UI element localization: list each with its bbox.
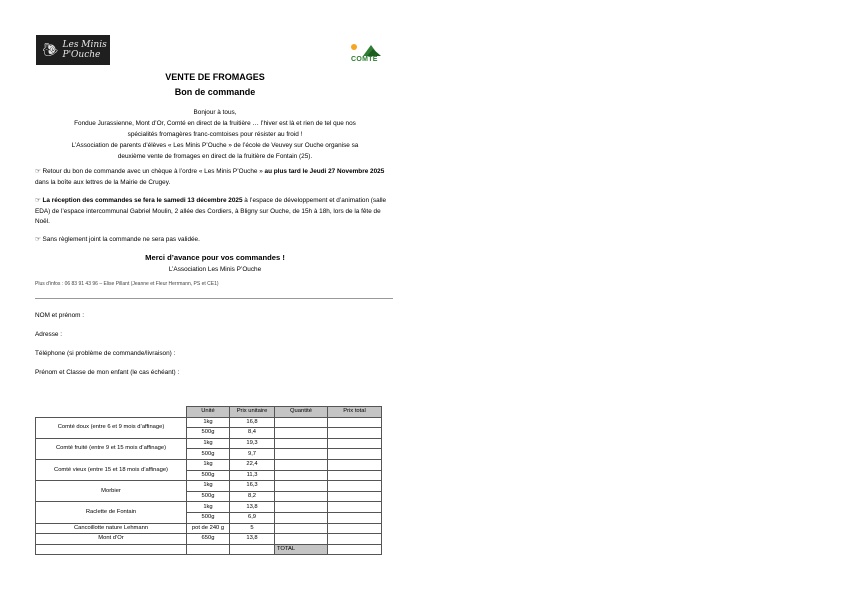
snail-logo-icon: 🐌︎ — [42, 42, 59, 58]
column-header-unit-price: Prix unitaire — [230, 407, 275, 418]
contact-info: Plus d'infos : 06 83 91 43 96 – Elise Pillant (Jeanne et Fleur Herrmann, PS et CE1) — [35, 281, 219, 287]
product-name: Raclette de Fontain — [36, 502, 187, 523]
total-cell[interactable] — [328, 512, 382, 523]
quantity-cell[interactable] — [275, 491, 328, 502]
unit-cell: 1kg — [187, 459, 230, 470]
unit-cell: 1kg — [187, 438, 230, 449]
reception-place: à l’espace de développement et d’animation (salle EDA) de l’espace intercommunal Gabriel Moulin, 2 allée des Cordiers, à Bligny sur Ouche, de 15h à 18h, lors de la fête de Noël. — [35, 197, 387, 225]
unit-cell: 650g — [187, 534, 230, 545]
product-name: Mont d’Or — [36, 534, 187, 545]
unit-cell: 500g — [187, 512, 230, 523]
payment-notice — [35, 235, 395, 246]
quantity-cell[interactable] — [275, 512, 328, 523]
table-row — [36, 417, 382, 428]
separator-line — [35, 298, 393, 299]
price-cell: 13,8 — [230, 502, 275, 513]
table-header-blank — [36, 407, 187, 418]
product-name: Cancoillotte nature Lehmann — [36, 523, 187, 534]
intro-line: Fondue Jurassienne, Mont d’Or, Comté en direct de la fruitière … l’hiver est là et rien de tel que nos — [74, 120, 356, 127]
total-cell[interactable] — [328, 481, 382, 492]
price-cell: 9,7 — [230, 449, 275, 460]
unit-cell: pot de 240 g — [187, 523, 230, 534]
price-cell: 5 — [230, 523, 275, 534]
unit-cell: 500g — [187, 449, 230, 460]
address-field-label: Adresse : — [35, 331, 62, 338]
pointing-hand-icon: ☞ — [35, 197, 41, 204]
quantity-cell[interactable] — [275, 459, 328, 470]
reception-date: La réception des commandes se fera le samedi 13 décembre 2025 — [42, 197, 243, 204]
unit-cell: 500g — [187, 428, 230, 439]
pointing-hand-icon: ☞ — [35, 236, 41, 243]
price-cell: 16,3 — [230, 481, 275, 492]
comte-logo — [349, 42, 383, 66]
unit-cell: 1kg — [187, 502, 230, 513]
quantity-cell[interactable] — [275, 417, 328, 428]
column-header-quantity: Quantité — [275, 407, 328, 418]
total-cell[interactable] — [328, 449, 382, 460]
product-name: Comté fruité (entre 9 et 15 mois d’affinage) — [36, 438, 187, 459]
quantity-cell[interactable] — [275, 470, 328, 481]
total-cell[interactable] — [328, 417, 382, 428]
empty-cell — [36, 544, 187, 555]
quantity-cell[interactable] — [275, 449, 328, 460]
price-cell: 8,2 — [230, 491, 275, 502]
order-table — [35, 406, 382, 555]
grand-total-cell[interactable] — [328, 544, 382, 555]
total-cell[interactable] — [328, 428, 382, 439]
association-signature: L’Association Les Minis P’Ouche — [168, 266, 262, 273]
table-header-row — [36, 407, 382, 418]
return-notice-text: Retour du bon de commande avec un chèque à l’ordre « Les Minis P’Ouche » — [42, 168, 265, 175]
price-cell: 11,3 — [230, 470, 275, 481]
return-notice-place: dans la boîte aux lettres de la Mairie de Crugey. — [35, 178, 171, 186]
total-cell[interactable] — [328, 502, 382, 513]
reception-notice — [35, 196, 395, 228]
association-logo — [36, 35, 110, 65]
unit-cell: 500g — [187, 470, 230, 481]
quantity-cell[interactable] — [275, 502, 328, 513]
total-cell[interactable] — [328, 523, 382, 534]
quantity-cell[interactable] — [275, 534, 328, 545]
product-name: Comté doux (entre 6 et 9 mois d’affinage) — [36, 417, 187, 438]
quantity-cell[interactable] — [275, 481, 328, 492]
table-row — [36, 481, 382, 492]
table-row — [36, 502, 382, 513]
price-cell: 8,4 — [230, 428, 275, 439]
table-row — [36, 523, 382, 534]
unit-cell: 1kg — [187, 481, 230, 492]
table-row — [36, 459, 382, 470]
table-row — [36, 534, 382, 545]
intro-line: L’Association de parents d’élèves « Les Minis P’Ouche » de l’école de Veuvey sur Ouche organise sa — [71, 142, 359, 149]
page-subtitle: Bon de commande — [174, 87, 256, 97]
comte-logo-text: COMTÉ — [351, 56, 378, 63]
intro-line: deuxième vente de fromages en direct de la fruitière de Fontain (25). — [117, 153, 313, 160]
quantity-cell[interactable] — [275, 428, 328, 439]
total-label: TOTAL — [275, 544, 328, 555]
thanks-text: Merci d’avance pour vos commandes ! — [145, 253, 285, 262]
table-row — [36, 438, 382, 449]
total-cell[interactable] — [328, 470, 382, 481]
association-logo-text: Les Minis P'Ouche — [62, 40, 107, 60]
total-row — [36, 544, 382, 555]
total-cell[interactable] — [328, 491, 382, 502]
page-title: VENTE DE FROMAGES — [165, 72, 265, 82]
price-cell: 13,8 — [230, 534, 275, 545]
price-cell: 6,9 — [230, 512, 275, 523]
total-cell[interactable] — [328, 438, 382, 449]
return-notice — [35, 167, 395, 188]
return-deadline: au plus tard le Jeudi 27 Novembre 2025 — [264, 168, 385, 175]
unit-cell: 1kg — [187, 417, 230, 428]
child-class-field-label: Prénom et Classe de mon enfant (le cas échéant) : — [35, 369, 180, 376]
total-cell[interactable] — [328, 459, 382, 470]
price-cell: 19,3 — [230, 438, 275, 449]
quantity-cell[interactable] — [275, 438, 328, 449]
product-name: Comté vieux (entre 15 et 18 mois d’affinage) — [36, 459, 187, 480]
empty-cell — [230, 544, 275, 555]
payment-notice-text: Sans règlement joint la commande ne sera pas validée. — [42, 236, 200, 243]
intro-line: spécialités fromagères franc-comtoises pour résister au froid ! — [127, 131, 303, 138]
intro-line: Bonjour à tous, — [193, 109, 237, 116]
quantity-cell[interactable] — [275, 523, 328, 534]
price-cell: 16,8 — [230, 417, 275, 428]
price-cell: 22,4 — [230, 459, 275, 470]
unit-cell: 500g — [187, 491, 230, 502]
total-cell[interactable] — [328, 534, 382, 545]
phone-field-label: Téléphone (si problème de commande/livraison) : — [35, 350, 176, 357]
name-field-label: NOM et prénom : — [35, 312, 85, 319]
column-header-unit: Unité — [187, 407, 230, 418]
intro-text — [30, 107, 400, 162]
pointing-hand-icon: ☞ — [35, 168, 41, 175]
empty-cell — [187, 544, 230, 555]
column-header-total-price: Prix total — [328, 407, 382, 418]
product-name: Morbier — [36, 481, 187, 502]
